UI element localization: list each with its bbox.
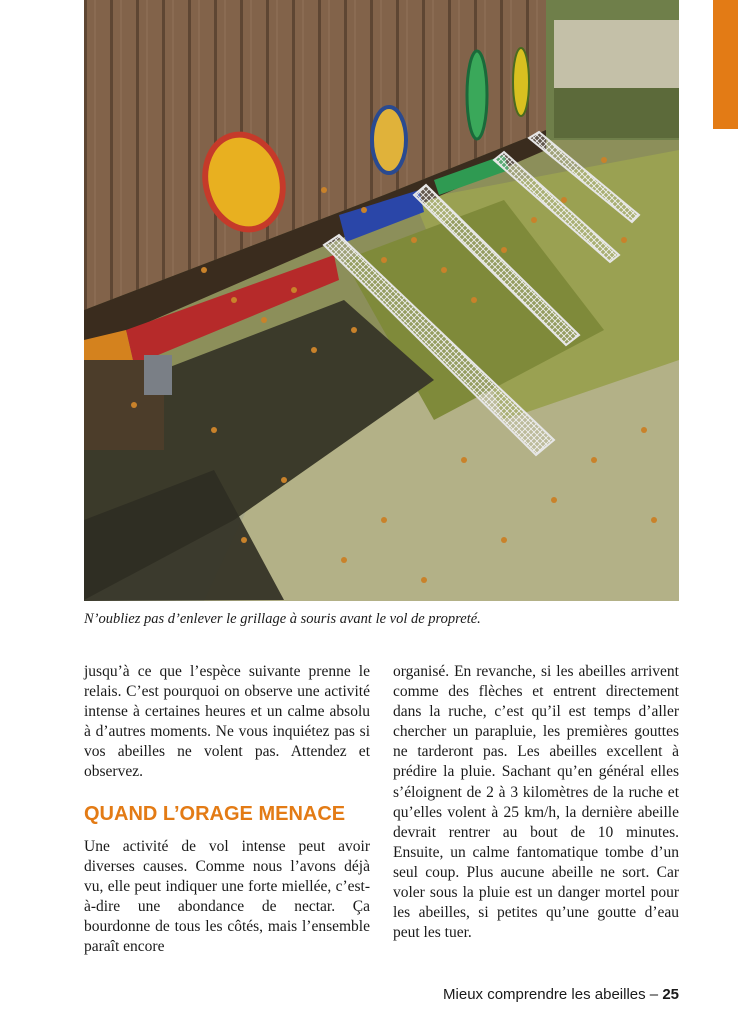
page-number: 25	[662, 986, 679, 1003]
chapter-tab	[713, 0, 738, 129]
left-paragraph-2: Une activité de vol intense peut avoir diverses causes. Comme nous l’avons déjà vu, elle peut indiquer une forte miellée, c’est-à-dire une abondance de nectar. Ça bourdonne de tous les côtés, mais l’ensemble paraît encore	[84, 837, 370, 956]
right-paragraph-1: organisé. En revanche, si les abeilles arrivent comme des flèches et entrent directement dans la ruche, c’est qu’il est temps d’aller chercher un parapluie, les premières gouttes ne tarderont pas. Les abeilles excellent à prédire la pluie. Sachant qu’en général elles s’éloignent de 2 à 3 kilomètres de la ruche et qu’elles volent à 25 km/h, la dernière abeille devrait rentrer au bout de 10 minutes. Ensuite, un calme fantomatique tombe d’un seul coup. Plus aucune abeille ne sort. Car voler sous la pluie est un danger mortel pour les abeilles, si petites qu’une goutte d’eau peut les tuer.	[393, 663, 679, 942]
page-footer	[443, 985, 679, 1005]
right-column	[393, 662, 679, 943]
beehive-photo	[84, 0, 679, 601]
running-title: Mieux comprendre les abeilles –	[443, 986, 659, 1003]
photo-caption: N’oubliez pas d’enlever le grillage à souris avant le vol de propreté.	[84, 611, 481, 627]
left-paragraph-1: jusqu’à ce que l’espèce suivante prenne le relais. C’est pourquoi on observe une activité intense à certaines heures et un calme absolu à d’autres moments. Ne vous inquiétez pas si vos abeilles ne volent pas. Attendez et observez.	[84, 663, 370, 781]
section-heading: QUAND L’ORAGE MENACE	[84, 802, 346, 825]
left-column	[84, 662, 370, 957]
